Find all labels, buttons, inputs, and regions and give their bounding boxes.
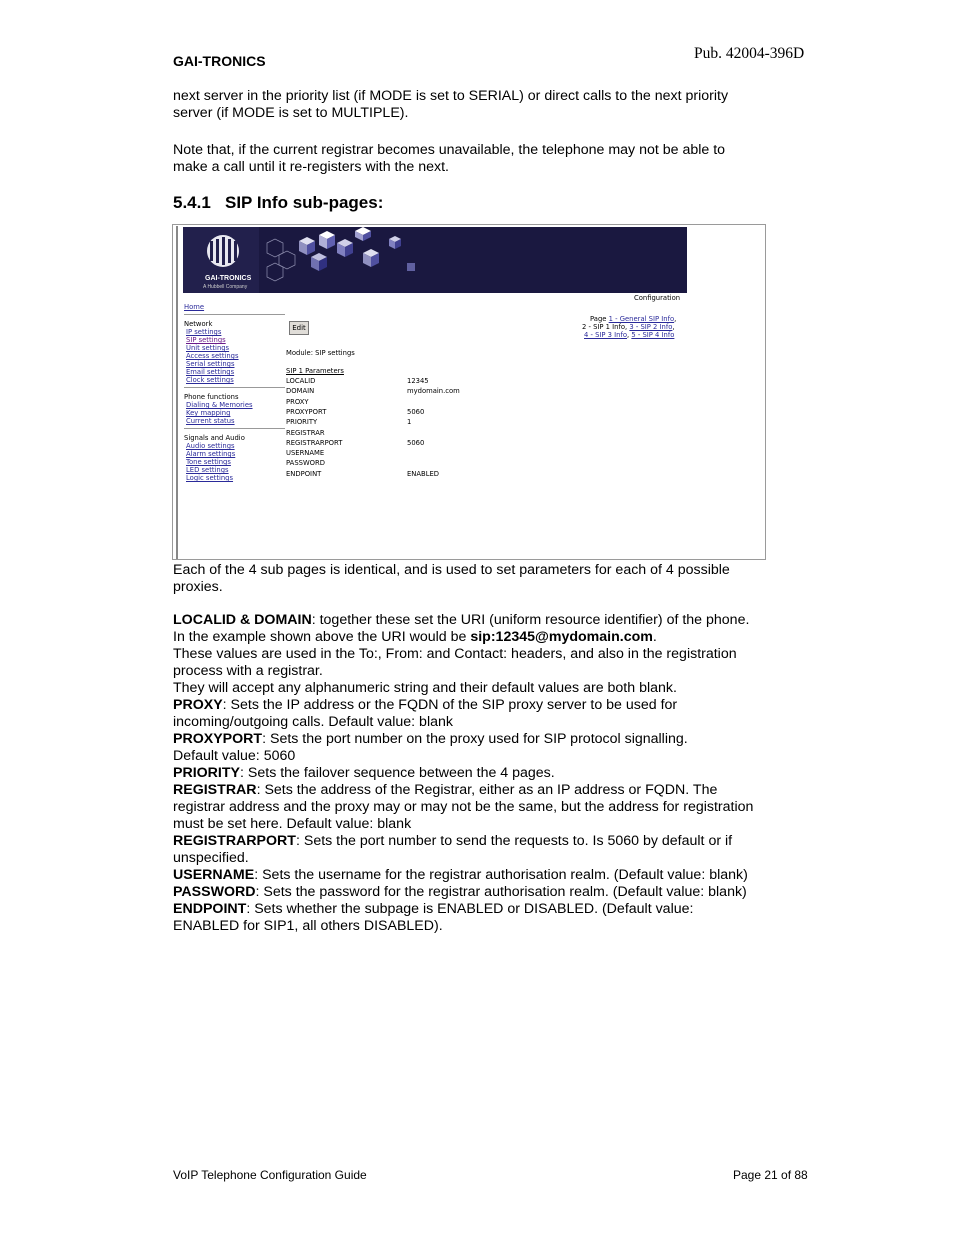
edit-button[interactable]: Edit	[289, 321, 309, 335]
param-value: mydomain.com	[407, 387, 460, 396]
term-username: USERNAME	[173, 867, 255, 883]
text-line: process with a registrar.	[173, 663, 323, 679]
intro-line: server (if MODE is set to MULTIPLE).	[173, 105, 409, 121]
nav-current-status[interactable]: Current status	[186, 417, 235, 425]
nav-audio-settings[interactable]: Audio settings	[186, 442, 235, 450]
priority-description	[173, 765, 783, 782]
nav-unit-settings[interactable]: Unit settings	[186, 344, 230, 352]
nav-logic-settings[interactable]: Logic settings	[186, 474, 234, 482]
term-proxyport: PROXYPORT	[173, 731, 263, 747]
module-label: Module: SIP settings	[286, 349, 355, 357]
sub-pages-paragraph	[173, 562, 773, 596]
section-heading	[173, 193, 383, 213]
param-name: PROXY	[286, 397, 309, 406]
description-text: : Sets the port number to send the requests to. Is 5060 by default or if	[295, 833, 733, 849]
nav-alarm-settings[interactable]: Alarm settings	[186, 450, 236, 458]
param-value: 5060	[407, 438, 425, 447]
param-value: 12345	[407, 377, 429, 385]
param-name: DOMAIN	[286, 387, 315, 396]
nav-group-phone: Phone functions	[184, 393, 239, 401]
nav-tone-settings[interactable]: Tone settings	[186, 458, 231, 466]
param-name: REGISTRAR	[286, 428, 325, 437]
link-sip-3-info[interactable]: 4 - SIP 3 Info	[584, 331, 628, 339]
description-text: : Sets whether the subpage is ENABLED or DISABLED. (Default value:	[246, 901, 694, 917]
text-line: incoming/outgoing calls. Default value: blank	[173, 714, 453, 730]
description-text: : Sets the address of the Registrar, either as an IP address or FQDN. The	[256, 782, 718, 798]
proxy-description	[173, 697, 783, 714]
gai-tronics-logo	[183, 227, 259, 293]
params-title: SIP 1 Parameters	[286, 367, 344, 375]
proxyport-description	[173, 731, 783, 748]
page-prefix: Page	[590, 315, 607, 323]
registrarport-description	[173, 833, 783, 850]
uri-example	[173, 629, 783, 646]
nav-dialing-memories[interactable]: Dialing & Memories	[186, 401, 253, 409]
page-links-line-1: Page 1 - General SIP Info,	[590, 315, 677, 323]
intro-line: next server in the priority list (if MODE is set to SERIAL) or direct calls to the next priority	[173, 88, 729, 104]
nav-key-mapping[interactable]: Key mapping	[186, 409, 231, 417]
section-title: SIP Info sub-pages:	[225, 193, 384, 212]
param-name: USERNAME	[286, 449, 325, 458]
logo-text: GAI-TRONICS	[205, 275, 252, 282]
nav-access-settings[interactable]: Access settings	[186, 352, 239, 360]
banner-cubes-graphic	[259, 227, 439, 293]
nav-clock-settings[interactable]: Clock settings	[186, 376, 234, 384]
intro-paragraph-2	[173, 142, 773, 176]
text-line: registrar address and the proxy may or may not be the same, but the address for registration	[173, 799, 754, 815]
intro-line: make a call until it re-registers with the next.	[173, 159, 449, 175]
field-descriptions	[173, 612, 783, 935]
username-description	[173, 867, 783, 884]
intro-paragraph-1	[173, 88, 773, 122]
localid-description	[173, 612, 783, 629]
text-line: Each of the 4 sub pages is identical, and is used to set parameters for each of 4 possible	[173, 562, 730, 578]
description-text: : Sets the IP address or the FQDN of the SIP proxy server to be used for	[222, 697, 678, 713]
description-text: : Sets the failover sequence between the 4 pages.	[240, 765, 555, 781]
description-text: : Sets the username for the registrar authorisation realm. (Default value: blank)	[254, 867, 748, 883]
term-proxy: PROXY	[173, 697, 223, 713]
param-name: PROXYPORT	[286, 407, 327, 416]
page-title: Configuration	[634, 294, 681, 302]
description-text: : Sets the password for the registrar authorisation realm. (Default value: blank)	[255, 884, 747, 900]
text-line: unspecified.	[173, 850, 249, 866]
nav-group-signals: Signals and Audio	[184, 434, 245, 442]
term-registrar: REGISTRAR	[173, 782, 257, 798]
page-links-line-3: 4 - SIP 3 Info, 5 - SIP 4 Info	[584, 331, 675, 339]
header-company: GAI-TRONICS	[173, 53, 266, 69]
gai-tronics-banner	[183, 227, 687, 293]
password-description	[173, 884, 783, 901]
intro-line: Note that, if the current registrar becomes unavailable, the telephone may not be able to	[173, 142, 726, 158]
text-line: They will accept any alphanumeric string and their default values are both blank.	[173, 680, 677, 696]
term-password: PASSWORD	[173, 884, 256, 900]
page-current: 2 - SIP 1 Info,	[582, 323, 628, 331]
screenshot-frame	[176, 226, 766, 559]
nav-email-settings[interactable]: Email settings	[186, 368, 235, 376]
config-screenshot	[172, 224, 766, 560]
link-sip-2-info[interactable]: 3 - SIP 2 Info	[629, 323, 673, 331]
text-line: must be set here. Default value: blank	[173, 816, 412, 832]
param-name: PASSWORD	[286, 459, 325, 468]
description-text: : together these set the URI (uniform resource identifier) of the phone.	[311, 612, 750, 628]
nav-divider	[184, 314, 285, 315]
link-sip-4-info[interactable]: 5 - SIP 4 Info	[631, 331, 675, 339]
term-localid-domain: LOCALID & DOMAIN	[173, 612, 312, 628]
param-name: REGISTRARPORT	[286, 438, 343, 447]
param-name: ENDPOINT	[286, 469, 322, 478]
text-line: ENABLED for SIP1, all others DISABLED).	[173, 918, 443, 934]
uri-value: sip:12345@mydomain.com	[470, 629, 653, 645]
link-general-sip-info[interactable]: 1 - General SIP Info	[608, 315, 675, 323]
nav-sip-settings[interactable]: SIP settings	[186, 336, 226, 344]
nav-group-network: Network	[184, 320, 213, 328]
param-name: PRIORITY	[286, 418, 318, 427]
page-links-line-2: 2 - SIP 1 Info, 3 - SIP 2 Info,	[582, 323, 675, 331]
term-endpoint: ENDPOINT	[173, 901, 247, 917]
term-registrarport: REGISTRARPORT	[173, 833, 296, 849]
text-line: proxies.	[173, 579, 223, 595]
registrar-description	[173, 782, 783, 799]
text-line: Default value: 5060	[173, 748, 296, 764]
description-text: In the example shown above the URI would be	[173, 629, 471, 645]
param-value: 5060	[407, 407, 425, 416]
footer-page-number: Page 21 of 88	[733, 1168, 808, 1182]
param-name: LOCALID	[286, 377, 316, 385]
nav-serial-settings[interactable]: Serial settings	[186, 360, 235, 368]
section-number: 5.4.1	[173, 193, 211, 212]
description-text: : Sets the port number on the proxy used for SIP protocol signalling.	[262, 731, 688, 747]
nav-divider	[184, 428, 285, 429]
param-value: ENABLED	[407, 469, 440, 478]
nav-ip-settings[interactable]: IP settings	[186, 328, 222, 336]
param-value: 1	[407, 418, 412, 427]
logo-subtext: A Hubbell Company	[203, 284, 248, 290]
endpoint-description	[173, 901, 783, 918]
footer-guide-title: VoIP Telephone Configuration Guide	[173, 1168, 367, 1182]
header-pub-number: Pub. 42004-396D	[694, 45, 805, 62]
nav-led-settings[interactable]: LED settings	[186, 466, 229, 474]
nav-home[interactable]: Home	[184, 303, 205, 311]
description-text: .	[652, 629, 657, 645]
text-line: These values are used in the To:, From: and Contact: headers, and also in the registration	[173, 646, 737, 662]
term-priority: PRIORITY	[173, 765, 241, 781]
nav-divider	[184, 387, 285, 388]
